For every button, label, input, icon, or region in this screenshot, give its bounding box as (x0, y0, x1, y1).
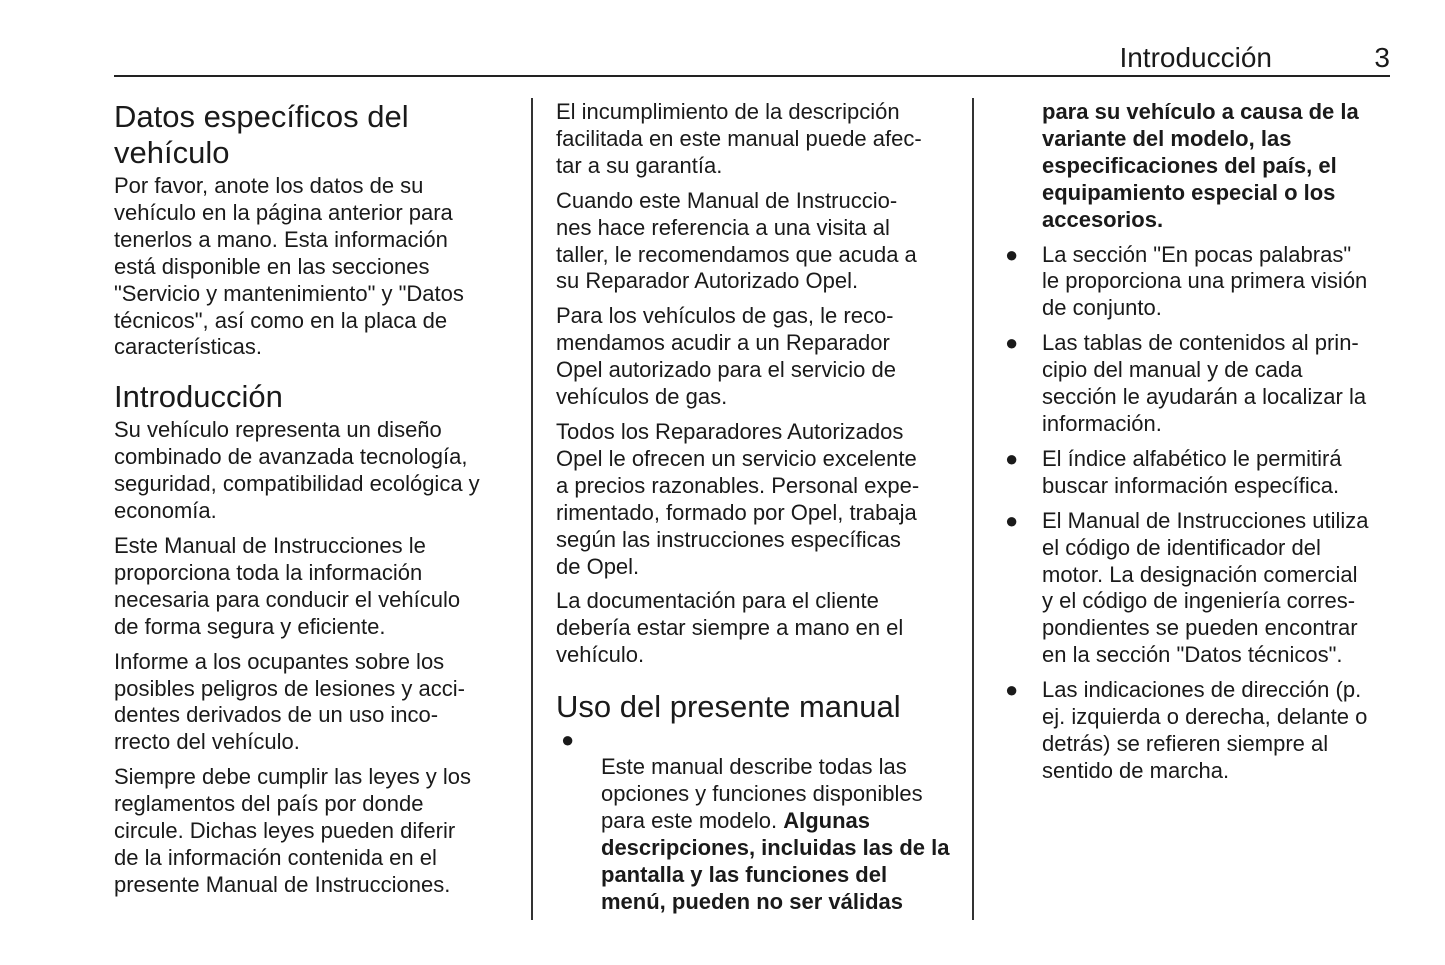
bold-continuation: para su vehículo a causa de la variante del modelo, las especificaciones del país, el equipamiento especial o los accesorios. (1042, 99, 1359, 232)
bullet-icon: ● (1005, 241, 1019, 267)
list-item (1005, 677, 1405, 785)
list-item (1005, 508, 1405, 669)
list-item-text: Este manual describe todas las opciones y funciones disponibles para este modelo. (601, 754, 923, 833)
column-2 (556, 99, 956, 923)
paragraph: Este Manual de Instrucciones le proporciona toda la información necesaria para conducir el vehículo de forma segura y eficiente. (114, 532, 461, 639)
paragraph: El incumplimiento de la descripción facilitada en este manual puede afec- tar a su garantía. (556, 99, 922, 178)
column-3 (1005, 99, 1405, 793)
heading-datos-especificos: Datos específicos del vehículo (114, 99, 409, 170)
paragraph: Siempre debe cumplir las leyes y los reglamentos del país por donde circule. Dichas leyes pueden diferir de la información contenida en el presente Manual de Instrucciones. (114, 764, 472, 897)
list-item-text: Las indicaciones de dirección (p. ej. izquierda o derecha, delante o detrás) se refieren siempre al sentido de marcha. (1042, 677, 1368, 783)
list-item (556, 727, 956, 915)
bullet-icon: ● (561, 727, 575, 753)
running-header-section: Introducción (1119, 42, 1272, 73)
paragraph: Su vehículo representa un diseño combinado de avanzada tecnología, seguridad, compatibilidad ecológica y economía. (114, 417, 480, 524)
list-item-text: El índice alfabético le permitirá buscar información específica. (1042, 445, 1342, 498)
paragraph: Por favor, anote los datos de su vehículo en la página anterior para tenerlos a mano. Esta información está disponible en las secciones "Servicio y mantenimiento" y "Datos técnicos", así como en la placa de características. (114, 173, 464, 360)
page-number: 3 (1374, 42, 1390, 73)
heading-uso-del-manual: Uso del presente manual (556, 689, 901, 725)
column-1 (114, 99, 514, 907)
bullet-icon: ● (1005, 330, 1019, 356)
list-item-text: Las tablas de contenidos al prin- cipio del manual y de cada sección le ayudarán a localizar la información. (1042, 330, 1367, 436)
paragraph: Todos los Reparadores Autorizados Opel le ofrecen un servicio excelente a precios razonables. Personal expe- rimentado, formado por Opel, trabaja según las instrucciones específicas de Opel. (556, 418, 920, 579)
paragraph: Informe a los ocupantes sobre los posibles peligros de lesiones y acci- dentes derivados de un uso inco- rrecto del vehículo. (114, 648, 465, 755)
bullet-icon: ● (1005, 445, 1019, 471)
header-rule (114, 75, 1390, 77)
list-item (1005, 446, 1405, 500)
list-item (1005, 330, 1405, 438)
paragraph: Para los vehículos de gas, le reco- mendamos acudir a un Reparador Opel autorizado para el servicio de vehículos de gas. (556, 303, 896, 410)
bullet-icon: ● (1005, 507, 1019, 533)
paragraph: Cuando este Manual de Instruccio- nes hace referencia a una visita al taller, le recomendamos que acuda a su Reparador Autorizado Opel. (556, 187, 917, 294)
list-item-text: La sección "En pocas palabras" le proporciona una primera visión de conjunto. (1042, 241, 1368, 321)
list-item-text: El Manual de Instrucciones utiliza el código de identificador del motor. La designación comercial y el código de ingeniería corres- pondientes se pueden encontrar en la sección "Datos técnicos". (1042, 507, 1369, 668)
heading-introduccion: Introducción (114, 379, 283, 415)
list-item (1005, 242, 1405, 323)
bullet-icon: ● (1005, 677, 1019, 703)
list-item-bold-text: Algunas descripciones, incluidas las de la pantalla y las funciones del menú, pueden no ser válidas (601, 807, 950, 914)
column-divider (531, 98, 533, 920)
paragraph: La documentación para el cliente debería estar siempre a mano en el vehículo. (556, 588, 904, 668)
column-divider (972, 98, 974, 920)
